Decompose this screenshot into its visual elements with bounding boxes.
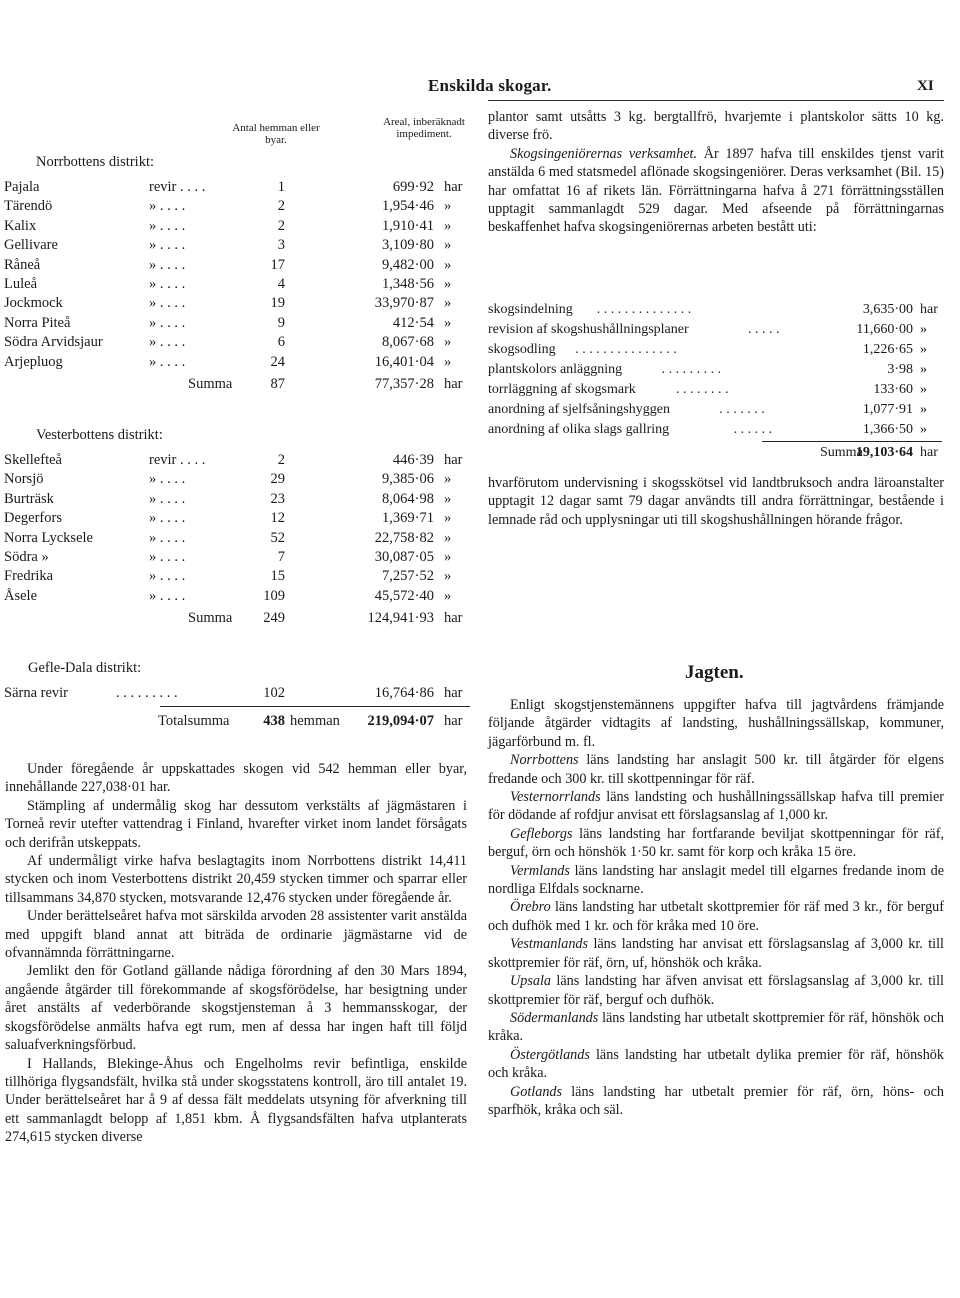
row-name: Arjepluog xyxy=(4,353,63,370)
row-hemman: 12 xyxy=(270,510,285,527)
row-revir: » . . . . xyxy=(149,568,186,585)
work-unit: » xyxy=(920,362,927,377)
jagten-paragraph xyxy=(488,1009,944,1046)
jagten-text: läns landsting och hushållningssällskap hafva till premier för dödande af rofdjur anvisat ett förslagsanslag af 1,000 kr. xyxy=(488,789,944,824)
row-unit: » xyxy=(444,334,452,351)
row-hemman: 109 xyxy=(263,587,285,604)
row-area: 8,067·68 xyxy=(382,334,434,351)
work-list-item xyxy=(488,300,944,319)
row-unit: » xyxy=(444,353,452,370)
table-row xyxy=(4,256,474,275)
work-label: skogsodling xyxy=(488,342,556,357)
table-row xyxy=(4,178,474,197)
row-name: Kalix xyxy=(4,217,37,234)
row-name: Degerfors xyxy=(4,510,62,527)
row-area: 1,910·41 xyxy=(382,217,434,234)
work-summa-value: 19,103·64 xyxy=(855,445,913,460)
row-unit: » xyxy=(444,549,452,565)
row-unit: » xyxy=(444,529,452,546)
row-hemman: 29 xyxy=(270,471,285,488)
jagten-county: Norrbottens xyxy=(510,752,579,769)
left-body-text xyxy=(5,760,467,1147)
total-area: 219,094·07 xyxy=(367,713,434,730)
row-area: 9,482·00 xyxy=(382,256,434,273)
row-revir: revir . . . . xyxy=(149,179,206,195)
table-row xyxy=(4,684,474,703)
table-row xyxy=(4,529,474,548)
row-hemman: 102 xyxy=(263,685,285,702)
work-list-item xyxy=(488,380,944,399)
row-hemman: 6 xyxy=(277,334,285,351)
jagten-county: Vermlands xyxy=(510,862,570,879)
jagten-paragraph xyxy=(488,825,944,862)
summa-area: 124,941·93 xyxy=(367,610,434,627)
row-unit: » xyxy=(444,510,452,527)
row-name: Fredrika xyxy=(4,568,54,585)
row-revir: » . . . . xyxy=(149,334,186,351)
row-name: Pajala xyxy=(4,179,40,195)
jagten-body xyxy=(488,696,944,1119)
row-revir: revir . . . . xyxy=(149,452,206,468)
total-unit: har xyxy=(444,713,463,730)
jagten-text: läns landsting har utbetalt skottpremier för räf, hönshök och kråka. xyxy=(488,1009,944,1045)
row-area: 412·54 xyxy=(392,314,434,331)
total-label: Totalsumma xyxy=(158,713,230,730)
row-unit: » xyxy=(444,490,452,507)
work-dots: . . . . . . . . xyxy=(676,382,729,397)
jagten-text: läns landsting har anvisat ett förslagsanslag af 3,000 kr. till skottpremier för räf, örn, uf, hönshök och kråka. xyxy=(488,936,944,971)
row-revir: » . . . . xyxy=(149,549,186,565)
work-list-item xyxy=(488,340,944,359)
row-area: 1,954·46 xyxy=(382,198,434,215)
summa-unit: har xyxy=(444,610,463,627)
row-hemman: 2 xyxy=(277,452,285,468)
jagten-county: Gefleborgs xyxy=(510,825,573,842)
table-rule xyxy=(160,706,470,707)
row-revir: » . . . . xyxy=(149,256,186,273)
row-name: Tärendö xyxy=(4,198,53,215)
right-column-top xyxy=(488,108,944,237)
row-revir: » . . . . xyxy=(149,314,186,331)
work-value: 1,226·65 xyxy=(788,340,913,359)
row-revir: » . . . . xyxy=(149,490,186,507)
row-hemman: 2 xyxy=(277,198,285,215)
work-list-item xyxy=(488,400,944,419)
table-row xyxy=(4,548,474,567)
row-dots: . . . . . . . . . xyxy=(116,685,178,702)
row-hemman: 1 xyxy=(277,179,285,195)
table-row xyxy=(4,217,474,236)
row-unit: » xyxy=(444,587,452,604)
summa-hemman: 87 xyxy=(270,376,285,392)
work-label: torrläggning af skogsmark xyxy=(488,382,636,397)
table-row xyxy=(4,470,474,489)
work-label: anordning af sjelfsåningshyggen xyxy=(488,402,670,417)
work-unit: » xyxy=(920,422,927,437)
jagten-paragraph xyxy=(488,972,944,1009)
row-unit: » xyxy=(444,276,452,292)
work-summa-row xyxy=(488,443,944,462)
jagten-text: läns landsting har fortfarande beviljat skottpenningar för räf, berguf, örn och hönshök 1·50 kr. samt för korp och kråka 15 öre. xyxy=(488,825,944,861)
col-header-hemman: Antal hemman eller byar. xyxy=(232,122,320,146)
row-unit: har xyxy=(444,179,463,195)
row-area: 9,385·06 xyxy=(382,471,434,488)
table-row xyxy=(4,353,474,372)
row-hemman: 9 xyxy=(277,314,285,331)
row-revir: » . . . . xyxy=(149,510,186,527)
row-revir: » . . . . xyxy=(149,353,186,370)
table-row xyxy=(4,314,474,333)
left-paragraph: Stämpling af undermålig skog har dessutom verkstälts af jägmästaren i Torneå revir utefter vattendrag i Finland, hvarefter virket inom landet försågats och derifrån utskeppats. xyxy=(5,797,467,851)
jagten-paragraph xyxy=(488,862,944,899)
row-hemman: 2 xyxy=(277,217,285,234)
work-dots: . . . . . . . xyxy=(719,402,765,417)
row-name: Norra Piteå xyxy=(4,314,71,331)
row-area: 3,109·80 xyxy=(382,237,434,254)
right-para-1: plantor samt utsåtts 3 kg. bergtallfrö, hvarjemte i plantskolor sätts 10 kg. diverse frö. xyxy=(488,109,944,144)
jagten-text: läns landsting har anslagit medel till elgarnes fredande inom de nordliga Elfdals socknarne. xyxy=(488,862,944,898)
jagten-heading: Jagten. xyxy=(685,662,744,683)
summa-hemman: 249 xyxy=(263,610,285,627)
row-unit: » xyxy=(444,198,452,215)
work-dots: . . . . . . . . . . . . . . xyxy=(596,302,692,317)
row-area: 699·92 xyxy=(392,179,434,195)
summa-area: 77,357·28 xyxy=(374,376,434,392)
row-revir: » . . . . xyxy=(149,471,186,488)
work-unit: har xyxy=(920,302,938,317)
right-para-2 xyxy=(488,145,944,237)
work-label: plantskolors anläggning xyxy=(488,362,623,377)
row-area: 16,401·04 xyxy=(374,353,434,370)
summa-label: Summa xyxy=(188,376,233,392)
jagten-paragraph xyxy=(488,1046,944,1083)
table-row xyxy=(4,197,474,216)
table-row xyxy=(4,587,474,606)
work-summa-label: Summa xyxy=(820,445,863,460)
jagten-county: Östergötlands xyxy=(510,1046,590,1063)
row-area: 446·39 xyxy=(392,452,434,468)
jagten-text: läns landsting har utbetalt skottpremier för räf med 3 kr., för berguf och dufhök med 1 kr. och för kråka med 10 öre. xyxy=(488,899,944,934)
jagten-text: läns landsting har utbetalt premier för räf, örn, höns- och sparfhök, kråka och säl. xyxy=(488,1083,944,1118)
row-hemman: 3 xyxy=(277,237,285,254)
row-name: Särna revir xyxy=(4,685,69,702)
work-list-item xyxy=(488,320,944,339)
row-name: Norsjö xyxy=(4,471,44,488)
work-value: 1,366·50 xyxy=(788,420,913,439)
row-unit: » xyxy=(444,256,452,273)
right-para-2-heading: Skogsingeniörernas verksamhet. xyxy=(510,145,698,162)
work-dots: . . . . . . . . . xyxy=(661,362,722,377)
row-area: 1,348·56 xyxy=(382,276,434,292)
right-para-3-text: hvarförutom undervisning i skogsskötsel vid landtbruksoch andra läroanstalter upptagit 12 dagar samt 79 dagar användts till andra förrättningar, bestående i lemnade råd och upplysningar uti till skogshushållningen hörande frågor. xyxy=(488,475,944,528)
right-para-3 xyxy=(488,474,944,529)
row-revir: » . . . . xyxy=(149,198,186,215)
row-name: Råneå xyxy=(4,256,41,273)
total-hemman: 438 xyxy=(263,713,285,730)
summa-row xyxy=(4,609,474,628)
row-hemman: 52 xyxy=(270,529,285,546)
row-name: Luleå xyxy=(4,276,38,292)
page-number: XI xyxy=(917,78,934,94)
work-value: 11,660·00 xyxy=(788,320,913,339)
row-revir: » . . . . xyxy=(149,217,186,234)
district-heading: Gefle-Dala distrikt: xyxy=(28,660,142,677)
row-unit: » xyxy=(444,237,452,254)
work-value: 3,635·00 xyxy=(788,300,913,319)
work-list-item xyxy=(488,360,944,379)
row-revir: » . . . . xyxy=(149,237,186,254)
row-name: Södra Arvidsjaur xyxy=(4,334,103,351)
jagten-county: Södermanlands xyxy=(510,1009,599,1026)
jagten-paragraph xyxy=(488,696,944,751)
row-hemman: 15 xyxy=(270,568,285,585)
page-header-title: Enskilda skogar. xyxy=(428,76,552,95)
jagten-county: Gotlands xyxy=(510,1083,563,1100)
jagten-text: läns landsting har äfven anvisat ett förslagsanslag af 3,000 kr. till skottpremier för räf, berguf och dufhök. xyxy=(488,973,944,1008)
row-unit: har xyxy=(444,452,463,468)
row-name: Jockmock xyxy=(4,295,63,312)
work-unit: » xyxy=(920,342,927,357)
jagten-text: Enligt skogstjenstemännens uppgifter hafva till jagtvårdens främjande följande åtgärder vidtagits af landsting, hushållningssällskap, kommuner, jägarförbund m. fl. xyxy=(488,697,944,750)
row-revir: » . . . . xyxy=(149,295,186,312)
summa-label: Summa xyxy=(188,610,233,627)
right-para-2-text: År 1897 hafva till enskildes tjenst varit anstälda 6 med statsmedel aflönade skogsingeniörer. Deras verksamhet (Bil. 15) har omfattat 16 af rikets län. Förrättningarna hafva å 271 förrättningsställen upptagit sammanlagdt 529 dagar. Med afseende på förrättningarnas beskaffenhet hafva skogsingeniörernas arbeten bestått uti: xyxy=(488,145,944,236)
row-name: Skellefteå xyxy=(4,452,62,468)
left-paragraph: Jemlikt den för Gotland gällande nådiga förordning af den 30 Mars 1894, angående åtgärder till förekommande af skogsförödelse, har besigtning under året anstälts af vederbörande skogstjensteman å 3 hemmansskogar, der skogsförödelse anmälts hafva egt rum, men af dessa har ingen haft till följd saluafverkningsförbud. xyxy=(5,963,467,1054)
left-paragraph: Under berättelseåret hafva mot särskilda arvoden 28 assistenter varit anstälda med uppgift bland annat att biträda de ordinarie jägmästarne vid de ofvannämnda förrättningarne. xyxy=(5,908,467,962)
district-heading: Norrbottens distrikt: xyxy=(36,154,155,170)
row-area: 45,572·40 xyxy=(374,587,434,604)
table-row xyxy=(4,236,474,255)
row-hemman: 7 xyxy=(277,549,285,565)
jagten-paragraph xyxy=(488,935,944,972)
row-name: Norra Lycksele xyxy=(4,529,93,546)
work-summa-unit: har xyxy=(920,445,938,460)
row-area: 22,758·82 xyxy=(374,529,434,546)
left-paragraph: Under föregående år uppskattades skogen vid 542 hemman eller byar, innehållande 227,038·01 har. xyxy=(5,761,467,796)
work-dots: . . . . . . xyxy=(733,422,773,437)
row-name: Gellivare xyxy=(4,237,58,254)
jagten-county: Vestmanlands xyxy=(510,936,589,953)
summa-row xyxy=(4,375,474,394)
table-row xyxy=(4,451,474,470)
row-unit: har xyxy=(444,685,463,702)
table-row xyxy=(4,567,474,586)
row-unit: » xyxy=(444,217,452,234)
row-area: 7,257·52 xyxy=(382,568,434,585)
row-area: 33,970·87 xyxy=(374,295,434,312)
work-label: anordning af olika slags gallring xyxy=(488,422,670,437)
jagten-county: Örebro xyxy=(510,899,551,916)
work-unit: » xyxy=(920,322,927,337)
work-list-item xyxy=(488,420,944,439)
row-area: 30,087·05 xyxy=(374,549,434,565)
jagten-paragraph xyxy=(488,751,944,788)
work-unit: » xyxy=(920,402,927,417)
work-list-rule xyxy=(762,441,942,442)
jagten-county: Vesternorrlands xyxy=(510,789,601,806)
table-row xyxy=(4,294,474,313)
row-unit: » xyxy=(444,295,452,312)
row-hemman: 24 xyxy=(270,353,285,370)
row-name: Åsele xyxy=(4,587,38,604)
row-hemman: 23 xyxy=(270,490,285,507)
work-dots: . . . . . xyxy=(748,322,780,337)
row-area: 16,764·86 xyxy=(374,685,434,702)
jagten-text: läns landsting har anslagit 500 kr. till åtgärder för elgens fredande och 300 kr. till skottpenningar för räf. xyxy=(488,752,944,787)
jagten-text: läns landsting har utbetalt dylika premier för räf, hönshök och kråka. xyxy=(488,1046,944,1082)
table-row xyxy=(4,275,474,294)
row-revir: » . . . . xyxy=(149,587,186,604)
header-rule xyxy=(488,100,944,101)
left-paragraph: I Hallands, Blekinge-Åhus och Engelholms revir befintliga, enskilde tillhöriga flygsandsfält, hvilka stå under skogsstatens kontroll, äro till antalet 19. Under berättelseåret har å 9 af dessa fält meddelats utsyning för afverkning till ett sammanlagdt belopp af 1,851 kbm. Å flygsandsfälten hafva utplanterats 274,615 stycken diverse xyxy=(5,1055,467,1146)
work-dots: . . . . . . . . . . . . . . . xyxy=(575,342,677,357)
row-unit: » xyxy=(444,314,452,331)
work-value: 133·60 xyxy=(788,380,913,399)
table-row xyxy=(4,490,474,509)
total-mid: hemman xyxy=(290,713,340,730)
row-area: 8,064·98 xyxy=(382,490,434,507)
work-value: 1,077·91 xyxy=(788,400,913,419)
work-unit: » xyxy=(920,382,927,397)
row-hemman: 17 xyxy=(270,256,285,273)
summa-unit: har xyxy=(444,376,463,392)
table-row xyxy=(4,333,474,352)
table-row xyxy=(4,509,474,528)
row-area: 1,369·71 xyxy=(382,510,434,527)
row-unit: » xyxy=(444,568,452,585)
total-row xyxy=(4,712,474,731)
row-unit: » xyxy=(444,471,452,488)
jagten-county: Upsala xyxy=(510,973,551,990)
row-revir: » . . . . xyxy=(149,529,186,546)
row-revir: » . . . . xyxy=(149,276,186,292)
work-value: 3·98 xyxy=(788,360,913,379)
row-name: Södra » xyxy=(4,549,49,565)
jagten-paragraph xyxy=(488,898,944,935)
row-hemman: 19 xyxy=(270,295,285,312)
row-name: Burträsk xyxy=(4,490,54,507)
jagten-paragraph xyxy=(488,1083,944,1120)
left-paragraph: Af undermåligt virke hafva beslagtagits inom Norrbottens distrikt 14,411 stycken och inom Vesterbottens distrikt 20,459 stycken timmer och sparrar eller tillsammans 34,870 stycken, motsvarande 12,476 stycken under föregående år. xyxy=(5,853,467,906)
work-label: revision af skogshushållningsplaner xyxy=(488,322,689,337)
work-label: skogsindelning xyxy=(488,302,573,317)
row-hemman: 4 xyxy=(277,276,285,292)
district-heading: Vesterbottens distrikt: xyxy=(36,427,163,443)
jagten-paragraph xyxy=(488,788,944,825)
col-header-area: Areal, inberäknadt impediment. xyxy=(383,116,465,140)
